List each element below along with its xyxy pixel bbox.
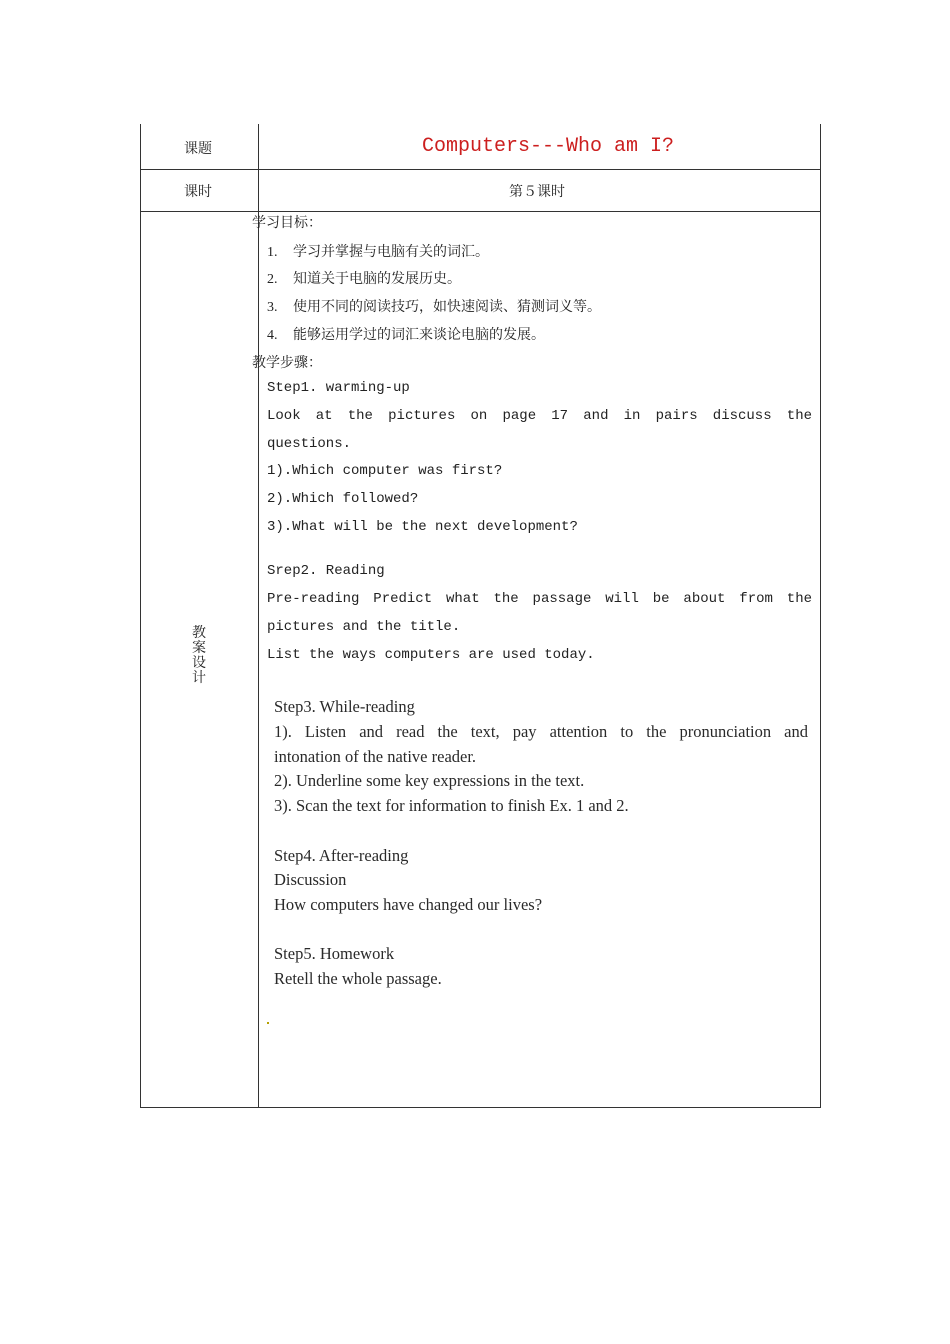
objective-item — [267, 241, 489, 261]
step5-task: Retell the whole passage. — [274, 969, 442, 988]
table-row-divider-2 — [140, 211, 821, 212]
step5-title: Step5. Homework — [274, 944, 395, 963]
table-left-border — [140, 124, 141, 1108]
period-value: 第５课时 — [509, 184, 565, 200]
step2-title: Srep2. Reading — [267, 563, 385, 579]
objective-number: 3. — [267, 300, 278, 315]
step4-title: Step4. After-reading — [274, 846, 409, 865]
table-column-divider — [258, 124, 259, 1108]
objective-text: 使用不同的阅读技巧，如快速阅读、猜测词义等。 — [293, 299, 601, 315]
objective-item — [267, 324, 545, 344]
objective-text: 能够运用学过的词汇来谈论电脑的发展。 — [293, 327, 545, 343]
objective-number: 1. — [267, 245, 278, 260]
step1-instruction: Look at the pictures on page 17 and in pairs discuss the — [267, 408, 812, 424]
table-right-border — [820, 124, 821, 1108]
stray-mark — [267, 1022, 269, 1024]
objective-number: 2. — [267, 272, 278, 287]
lesson-design-label: 教案设计 — [192, 625, 206, 686]
step3-task-1: 1). Listen and read the text, pay attention to the pronunciation and — [274, 722, 808, 741]
step1-question-2: 2).Which followed? — [267, 491, 419, 507]
step4-question: How computers have changed our lives? — [274, 895, 543, 914]
objective-text: 学习并掌握与电脑有关的词汇。 — [293, 244, 489, 260]
lesson-title: Computers---Who am I? — [422, 135, 675, 158]
step3-title: Step3. While-reading — [274, 697, 415, 716]
steps-header: 教学步骤： — [252, 355, 322, 371]
objective-item — [267, 296, 601, 316]
objectives-header: 学习目标： — [252, 215, 322, 231]
topic-label: 课题 — [184, 141, 212, 157]
objective-item — [267, 268, 461, 288]
step2-prereading-cont: pictures and the title. — [267, 619, 461, 635]
step1-instruction-cont: questions. — [267, 436, 352, 452]
objective-text: 知道关于电脑的发展历史。 — [293, 271, 461, 287]
table-bottom-border — [140, 1107, 821, 1108]
step3-task-1-cont: intonation of the native reader. — [274, 747, 477, 766]
step2-list-task: List the ways computers are used today. — [267, 647, 595, 663]
objective-number: 4. — [267, 328, 278, 343]
step1-question-3: 3).What will be the next development? — [267, 519, 578, 535]
step4-discussion: Discussion — [274, 870, 347, 889]
table-row-divider-1 — [140, 169, 821, 170]
step3-task-2: 2). Underline some key expressions in the text. — [274, 771, 585, 790]
step3-task-3: 3). Scan the text for information to finish Ex. 1 and 2. — [274, 796, 629, 815]
period-label: 课时 — [184, 184, 212, 200]
step1-title: Step1. warming-up — [267, 380, 410, 396]
step2-prereading: Pre-reading Predict what the passage will be about from the — [267, 591, 812, 607]
step1-question-1: 1).Which computer was first? — [267, 463, 503, 479]
